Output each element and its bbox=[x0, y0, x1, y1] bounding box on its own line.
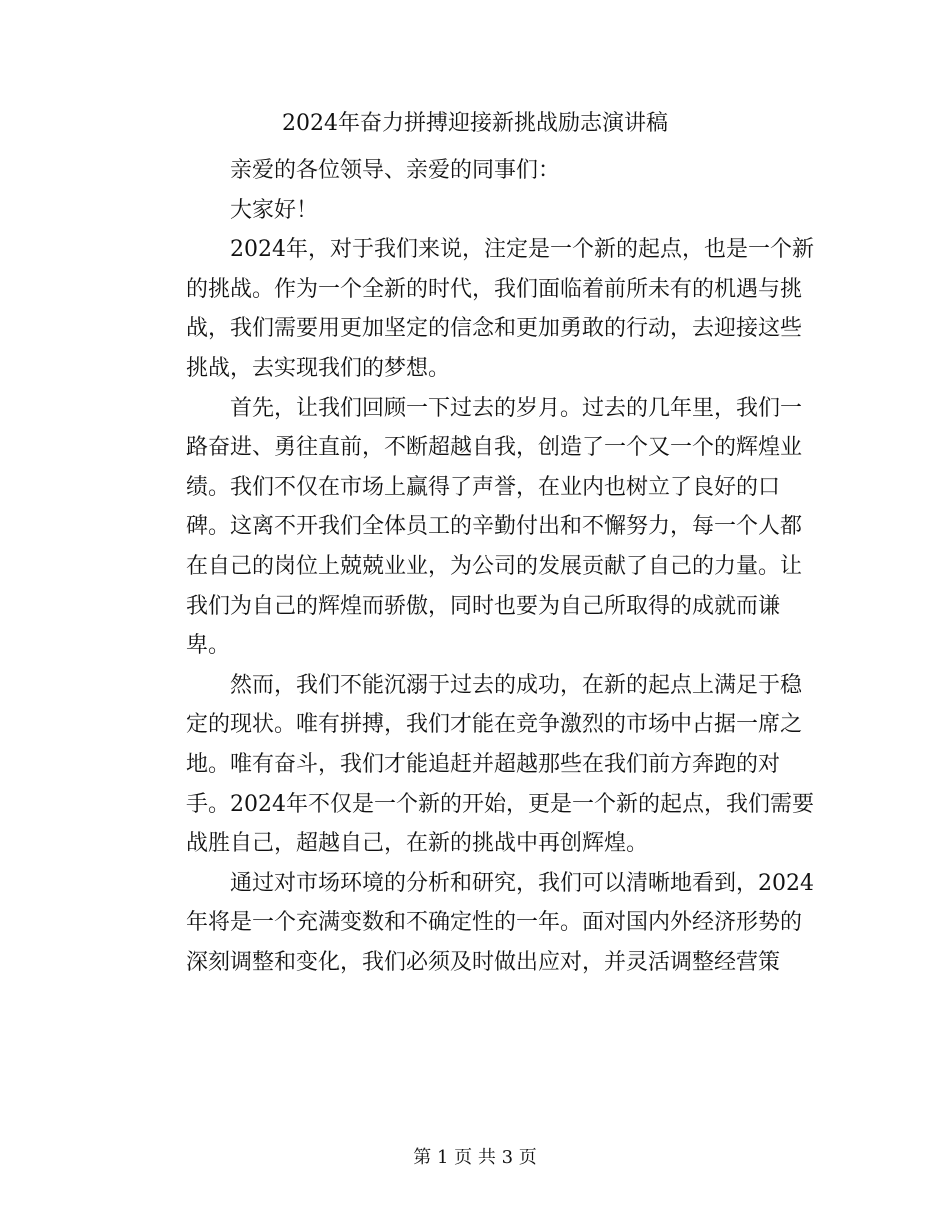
document-title: 2024年奋力拼搏迎接新挑战励志演讲稿 bbox=[282, 111, 668, 136]
paragraph-line: 深刻调整和变化，我们必须及时做出应对，并灵活调整经营策 bbox=[186, 949, 781, 975]
paragraph-challenge bbox=[142, 666, 814, 864]
paragraph-line: 手。2024年不仅是一个新的开始，更是一个新的起点，我们需要 bbox=[186, 791, 814, 817]
paragraph-hello bbox=[142, 191, 808, 231]
paragraph-intro bbox=[142, 230, 814, 388]
paragraph-line: 卑。 bbox=[186, 633, 231, 659]
paragraph-line: 定的现状。唯有拼搏，我们才能在竞争激烈的市场中占据一席之 bbox=[186, 712, 803, 738]
paragraph-line: 战，我们需要用更加坚定的信念和更加勇敢的行动，去迎接这些 bbox=[186, 316, 803, 342]
paragraph-line: 然而，我们不能沉溺于过去的成功，在新的起点上满足于稳 bbox=[230, 672, 803, 698]
paragraph-line: 战胜自己，超越自己，在新的挑战中再创辉煌。 bbox=[186, 831, 649, 857]
paragraph-line: 路奋进、勇往直前，不断超越自我，创造了一个又一个的辉煌业 bbox=[186, 435, 803, 461]
paragraph-line: 的挑战。作为一个全新的时代，我们面临着前所未有的机遇与挑 bbox=[186, 276, 803, 302]
paragraph-line: 挑战，去实现我们的梦想。 bbox=[186, 355, 451, 381]
paragraph-line: 通过对市场环境的分析和研究，我们可以清晰地看到，2024 bbox=[230, 870, 814, 896]
page-number-footer: 第 1 页 共 3 页 bbox=[413, 1147, 537, 1168]
paragraph-line: 年将是一个充满变数和不确定性的一年。面对国内外经济形势的 bbox=[186, 910, 803, 936]
paragraph-market bbox=[142, 864, 814, 983]
paragraph-line: 2024年，对于我们来说，注定是一个新的起点，也是一个新 bbox=[230, 237, 814, 263]
paragraph-review bbox=[142, 389, 808, 666]
paragraph-line: 碑。这离不开我们全体员工的辛勤付出和不懈努力，每一个人都 bbox=[186, 514, 803, 540]
paragraph-line: 我们为自己的辉煌而骄傲，同时也要为自己所取得的成就而谦 bbox=[186, 593, 781, 619]
document-body bbox=[142, 151, 814, 982]
paragraph-greeting bbox=[142, 151, 808, 191]
paragraph-line: 亲爱的各位领导、亲爱的同事们： bbox=[230, 158, 561, 183]
paragraph-line: 在自己的岗位上兢兢业业，为公司的发展贡献了自己的力量。让 bbox=[186, 553, 803, 579]
paragraph-line: 绩。我们不仅在市场上赢得了声誉，在业内也树立了良好的口 bbox=[186, 474, 781, 500]
paragraph-line: 地。唯有奋斗，我们才能追赶并超越那些在我们前方奔跑的对 bbox=[186, 751, 781, 777]
paragraph-line: 首先，让我们回顾一下过去的岁月。过去的几年里，我们一 bbox=[230, 395, 803, 421]
paragraph-line: 大家好！ bbox=[230, 197, 319, 223]
